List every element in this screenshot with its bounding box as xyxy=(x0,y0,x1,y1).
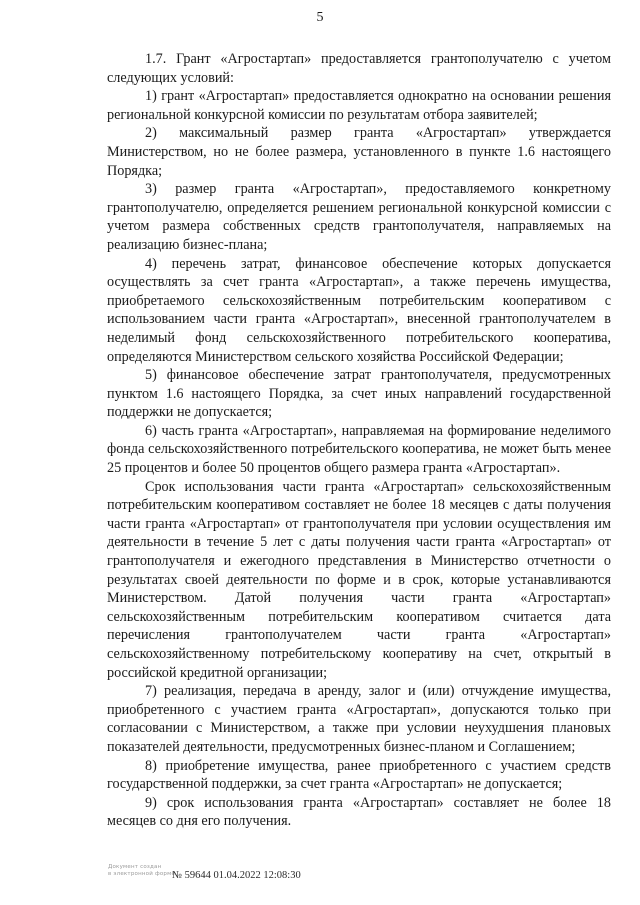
paragraph-condition-9: 9) срок использования гранта «Агростартап» составляет не более 18 месяцев со дня его получения. xyxy=(107,794,611,830)
paragraph-1-7: 1.7. Грант «Агростартап» предоставляется грантополучателю с учетом следующих условий: xyxy=(107,51,611,86)
paragraph-condition-2: 2) максимальный размер гранта «Агростартап» утверждается Министерством, но не более размера, установленного в пункте 1.6 настоящего Порядка; xyxy=(107,125,611,179)
page-footer xyxy=(108,864,438,888)
paragraph-condition-7: 7) реализация, передача в аренду, залог и (или) отчуждение имущества, приобретенного с участием гранта «Агростартап», допускаются только при согласовании с Министерством, а также при условии неухудшения плановых показателей деятельности, предусмотренных бизнес-планом и Соглашением; xyxy=(107,683,611,755)
electronic-document-stamp xyxy=(108,864,176,886)
stamp-line: в электронной форме xyxy=(108,871,176,877)
paragraph-condition-6: 6) часть гранта «Агростартап», направляемая на формирование неделимого фонда сельскохозяйственного потребительского кооператива, не может быть менее 25 процентов и более 50 процентов общего размера гранта «Агростартап». xyxy=(107,422,611,477)
paragraph-condition-8: 8) приобретение имущества, ранее приобретенного с участием средств государственной поддержки, за счет гранта «Агростартап» не допускается; xyxy=(107,757,611,793)
document-body xyxy=(107,50,611,831)
stamp-line: Документ создан xyxy=(108,864,162,870)
page-number: 5 xyxy=(316,10,324,25)
document-number-timestamp: № 59644 01.04.2022 12:08:30 xyxy=(172,870,301,881)
paragraph-condition-1: 1) грант «Агростартап» предоставляется однократно на основании решения региональной конкурсной комиссии по результатам отбора заявителей; xyxy=(107,88,611,123)
paragraph-condition-5: 5) финансовое обеспечение затрат грантополучателя, предусмотренных пунктом 1.6 настоящего Порядка, за счет иных направлений государственной поддержки не допускается; xyxy=(107,367,611,421)
paragraph-condition-4: 4) перечень затрат, финансовое обеспечение которых допускается осуществлять за счет гранта «Агростартап», а также перечень имущества, приобретаемого сельскохозяйственным потребительским кооперативом с использованием части гранта «Агростартап», внесенной грантополучателем в неделимый фонд сельскохозяйственного потребительского кооператива, определяются Министерством сельского хозяйства Российской Федерации; xyxy=(107,255,611,365)
paragraph-usage-term: Срок использования части гранта «Агростартап» сельскохозяйственным потребительским кооперативом составляет не более 18 месяцев с даты получения части гранта «Агростартап» от грантополучателя при условии осуществления им деятельности в течение 5 лет с даты получения части гранта «Агростартап» от грантополучателя и ежегодного представления в Министерство отчетности о результатах своей деятельности по форме и в срок, которые устанавливаются Министерством. Датой получения части гранта «Агростартап» сельскохозяйственным потребительским кооперативом считается дата перечисления грантополучателем части гранта «Агростартап» сельскохозяйственному потребительскому кооперативу на счет, открытый в российской кредитной организации; xyxy=(107,478,611,681)
paragraph-condition-3: 3) размер гранта «Агростартап», предоставляемого конкретному грантополучателю, определяется решением региональной конкурсной комиссии с учетом размера собственных средств грантополучателя, направляемых на реализацию бизнес-плана; xyxy=(107,181,611,253)
